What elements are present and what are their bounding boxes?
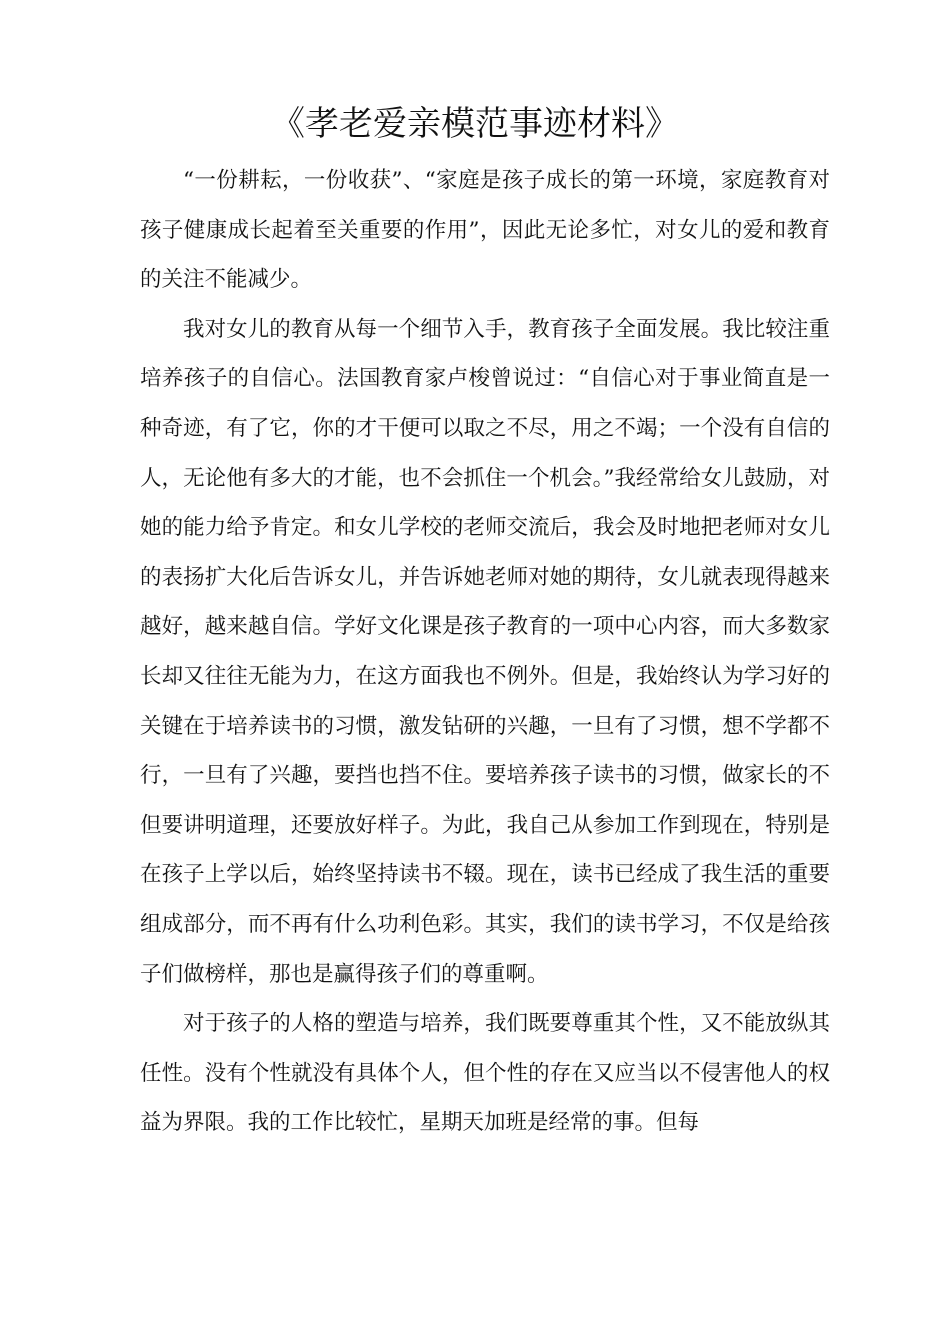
paragraph-1: “一份耕耘，一份收获”、“家庭是孩子成长的第一环境，家庭教育对孩子健康成长起着至关重要的作用”，因此无论多忙，对女儿的爱和教育的关注不能减少。: [140, 168, 830, 293]
document-body: [140, 156, 830, 1148]
paragraph-2: 我对女儿的教育从每一个细节入手，教育孩子全面发展。我比较注重培养孩子的自信心。法国教育家卢梭曾说过：“自信心对于事业简直是一种奇迹，有了它，你的才干便可以取之不尽，用之不竭；一个没有自信的人，无论他有多大的才能，也不会抓住一个机会。”我经常给女儿鼓励，对她的能力给予肯定。和女儿学校的老师交流后，我会及时地把老师对女儿的表扬扩大化后告诉女儿，并告诉她老师对她的期待，女儿就表现得越来越好，越来越自信。学好文化课是孩子教育的一项中心内容，而大多数家长却又往往无能为力，在这方面我也不例外。但是，我始终认为学习好的关键在于培养读书的习惯，激发钻研的兴趣，一旦有了习惯，想不学都不行，一旦有了兴趣，要挡也挡不住。要培养孩子读书的习惯，做家长的不但要讲明道理，还要放好样子。为此，我自己从参加工作到现在，特别是在孩子上学以后，始终坚持读书不辍。现在，读书已经成了我生活的重要组成部分，而不再有什么功利色彩。其实，我们的读书学习，不仅是给孩子们做榜样，那也是赢得孩子们的尊重啊。: [140, 316, 830, 987]
paragraph-3: 对于孩子的人格的塑造与培养，我们既要尊重其个性，又不能放纵其任性。没有个性就没有具体个人，但个性的存在又应当以不侵害他人的权益为界限。我的工作比较忙，星期天加班是经常的事。但每: [140, 1011, 830, 1136]
document-title: 《孝老爱亲模范事迹材料》: [271, 104, 679, 144]
